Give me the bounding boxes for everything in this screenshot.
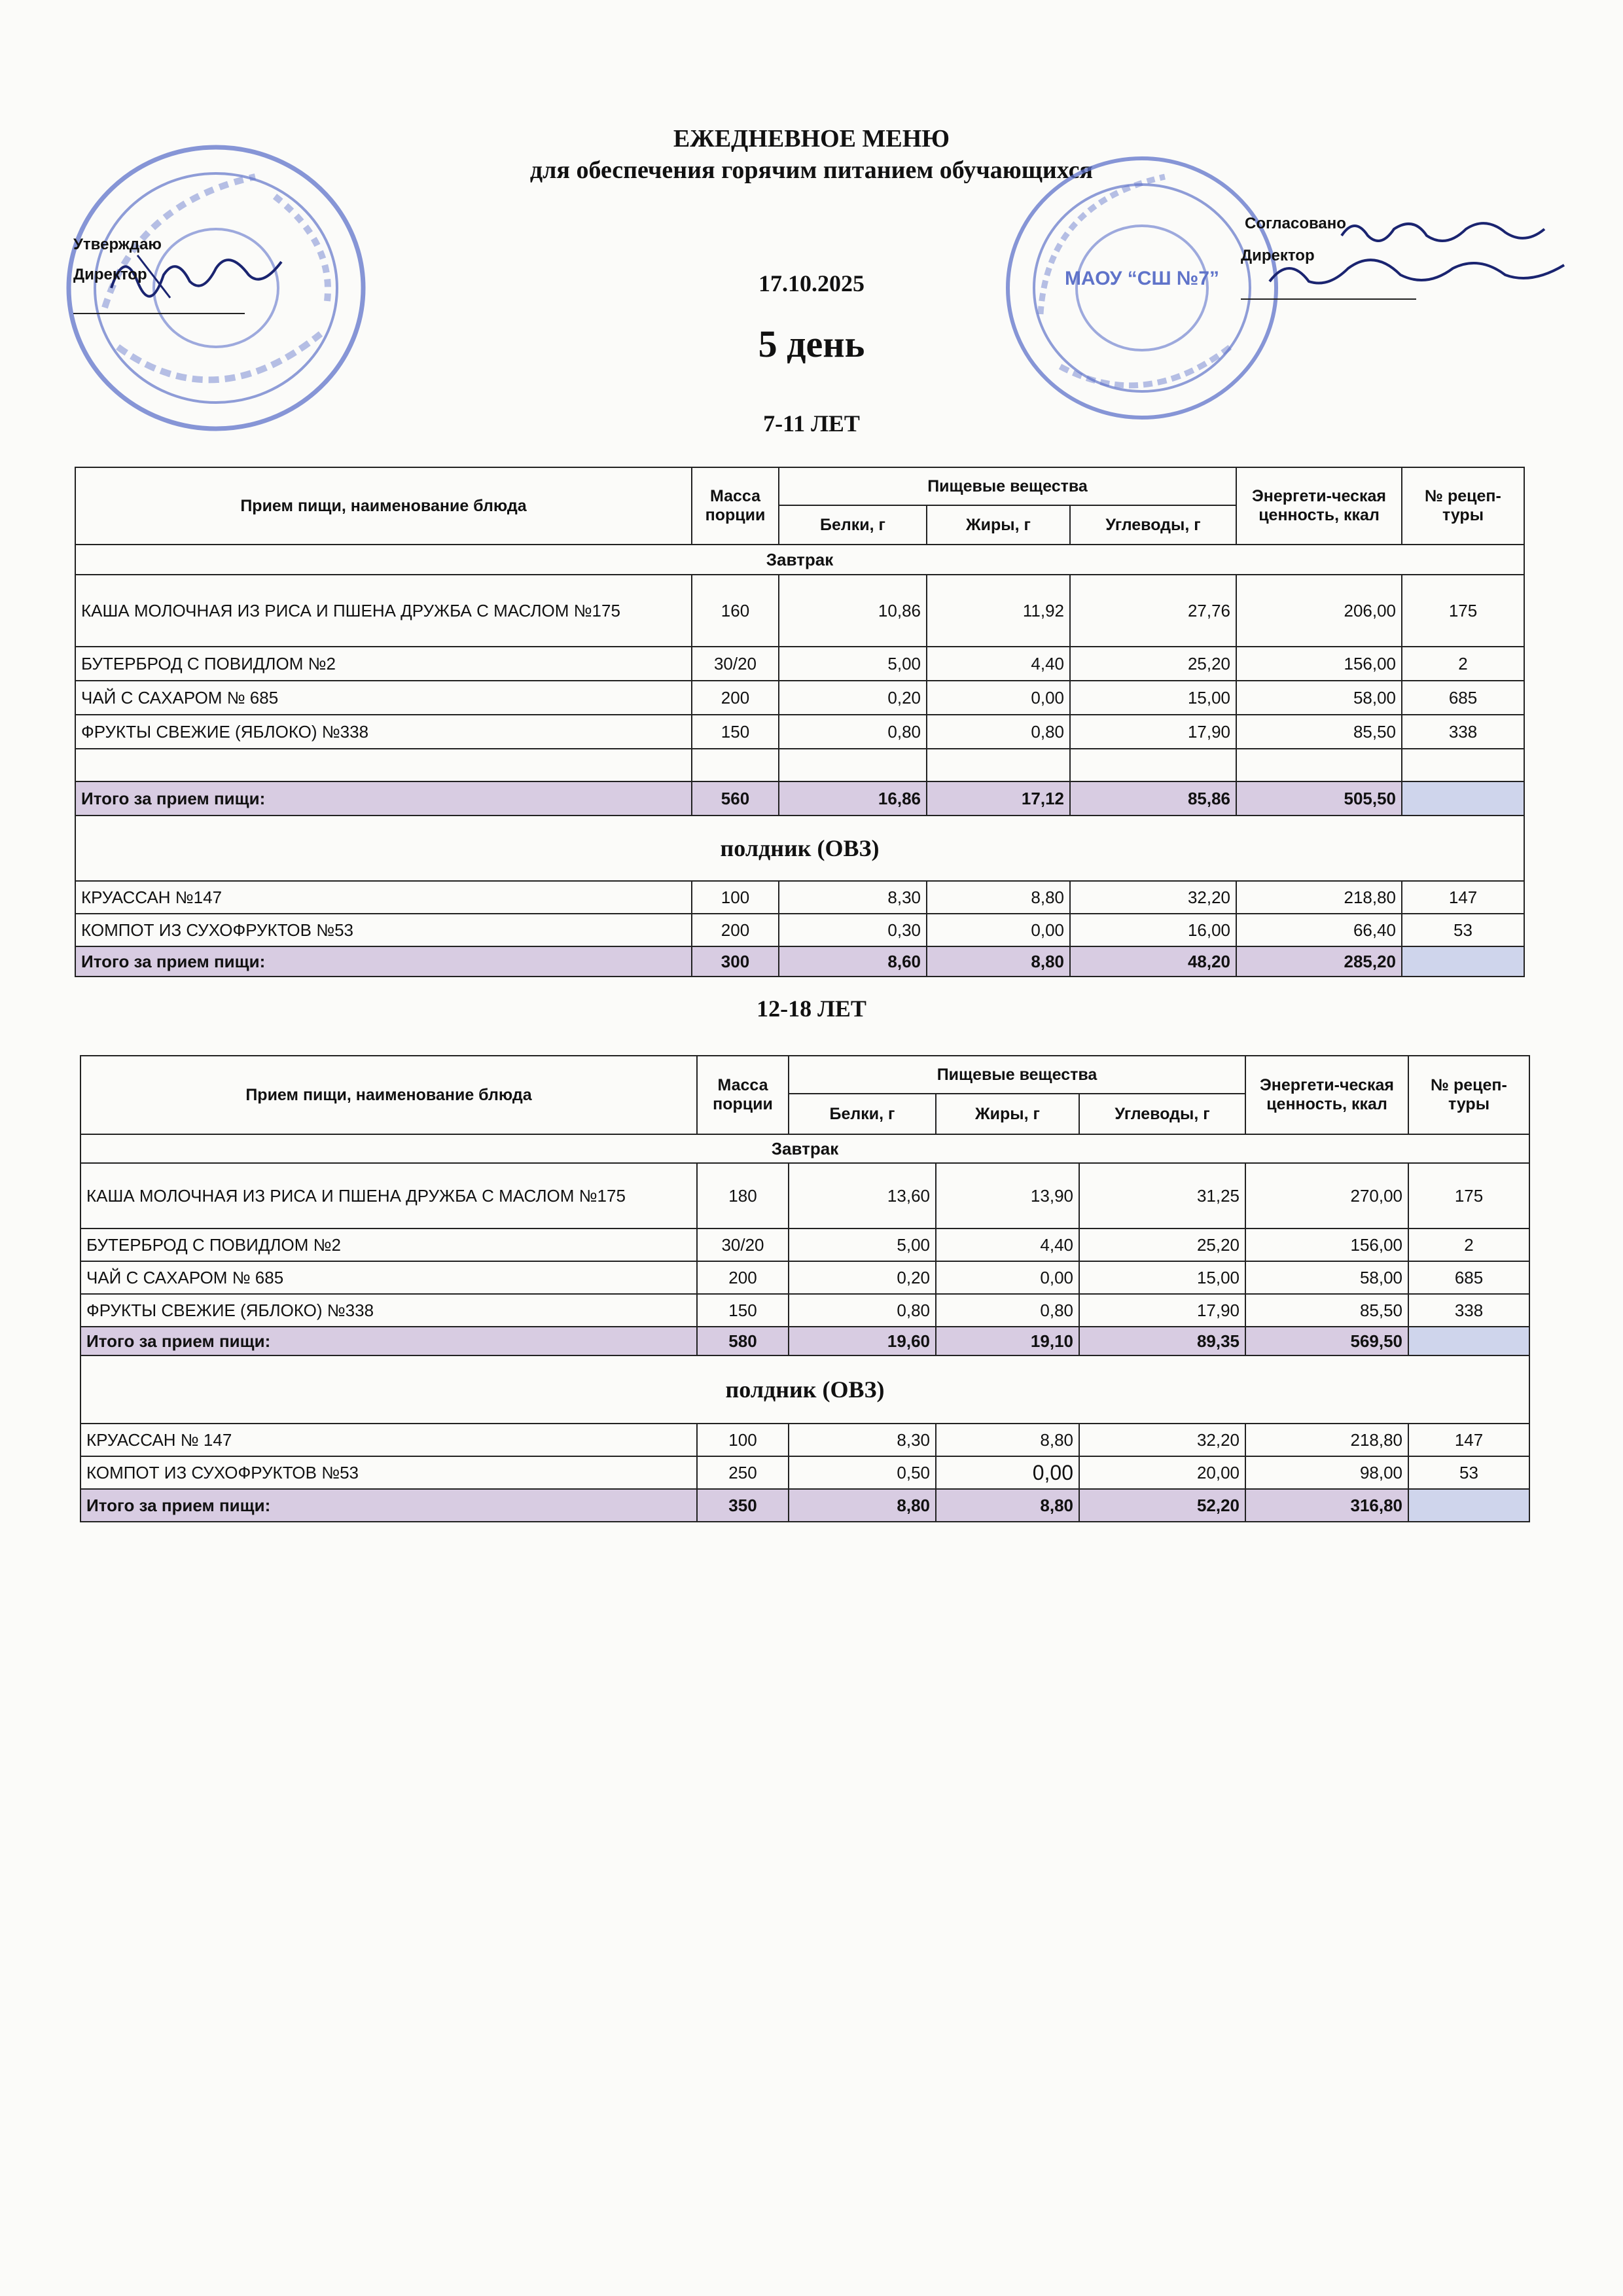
table-row bbox=[80, 1294, 1529, 1327]
menu-table-7-11 bbox=[75, 467, 1525, 977]
total-fat: 19,10 bbox=[936, 1327, 1079, 1355]
dish-carbs: 16,00 bbox=[1070, 914, 1236, 946]
dish-carbs: 25,20 bbox=[1070, 647, 1236, 681]
dish-protein: 0,20 bbox=[779, 681, 927, 715]
table-row bbox=[75, 881, 1524, 914]
dish-energy: 218,80 bbox=[1236, 881, 1402, 914]
dish-recipe: 685 bbox=[1408, 1261, 1529, 1294]
dish-energy: 66,40 bbox=[1236, 914, 1402, 946]
dish-recipe: 53 bbox=[1408, 1456, 1529, 1489]
table-row bbox=[80, 1163, 1529, 1229]
dish-energy: 156,00 bbox=[1236, 647, 1402, 681]
dish-carbs: 17,90 bbox=[1070, 715, 1236, 749]
total-carbs: 52,20 bbox=[1079, 1489, 1245, 1522]
total-protein: 16,86 bbox=[779, 781, 927, 816]
total-protein: 8,80 bbox=[789, 1489, 936, 1522]
col-header-recipe: № рецеп-туры bbox=[1408, 1056, 1529, 1134]
dish-energy: 156,00 bbox=[1245, 1229, 1408, 1261]
dish-name: КАША МОЛОЧНАЯ ИЗ РИСА И ПШЕНА ДРУЖБА С МАСЛОМ №175 bbox=[75, 575, 692, 647]
dish-mass: 180 bbox=[697, 1163, 789, 1229]
document-title: ЕЖЕДНЕВНОЕ МЕНЮ bbox=[673, 125, 950, 152]
dish-energy: 98,00 bbox=[1245, 1456, 1408, 1489]
total-protein: 8,60 bbox=[779, 946, 927, 977]
agree-role: Директор bbox=[1241, 247, 1315, 264]
dish-energy: 58,00 bbox=[1245, 1261, 1408, 1294]
dish-carbs: 15,00 bbox=[1079, 1261, 1245, 1294]
total-label: Итого за прием пищи: bbox=[80, 1327, 697, 1355]
dish-fat: 0,00 bbox=[936, 1261, 1079, 1294]
dish-recipe: 338 bbox=[1402, 715, 1524, 749]
dish-name: КОМПОТ ИЗ СУХОФРУКТОВ №53 bbox=[75, 914, 692, 946]
round-stamp-right-icon bbox=[1001, 151, 1283, 425]
dish-carbs: 31,25 bbox=[1079, 1163, 1245, 1229]
table-header-row bbox=[80, 1056, 1529, 1094]
col-header-carbs: Углеводы, г bbox=[1079, 1094, 1245, 1134]
table-row bbox=[75, 914, 1524, 946]
total-carbs: 85,86 bbox=[1070, 781, 1236, 816]
table-row bbox=[80, 1261, 1529, 1294]
dish-recipe: 685 bbox=[1402, 681, 1524, 715]
col-header-protein: Белки, г bbox=[779, 505, 927, 545]
age-group-title: 7-11 ЛЕТ bbox=[763, 410, 860, 437]
dish-mass: 100 bbox=[692, 881, 779, 914]
dish-recipe: 147 bbox=[1402, 881, 1524, 914]
table-row bbox=[75, 575, 1524, 647]
meal-section-title: Завтрак bbox=[75, 545, 1524, 575]
dish-fat: 4,40 bbox=[927, 647, 1070, 681]
dish-carbs: 32,20 bbox=[1079, 1424, 1245, 1456]
total-row bbox=[75, 781, 1524, 816]
total-fat: 17,12 bbox=[927, 781, 1070, 816]
col-header-carbs: Углеводы, г bbox=[1070, 505, 1236, 545]
dish-name: КАША МОЛОЧНАЯ ИЗ РИСА И ПШЕНА ДРУЖБА С МАСЛОМ №175 bbox=[80, 1163, 697, 1229]
dish-protein: 0,20 bbox=[789, 1261, 936, 1294]
dish-energy: 85,50 bbox=[1245, 1294, 1408, 1327]
dish-protein: 0,30 bbox=[779, 914, 927, 946]
col-header-name: Прием пищи, наименование блюда bbox=[80, 1056, 697, 1134]
menu-date: 17.10.2025 bbox=[758, 270, 865, 296]
dish-name: КРУАССАН №147 bbox=[75, 881, 692, 914]
table-row bbox=[80, 1456, 1529, 1489]
dish-recipe: 53 bbox=[1402, 914, 1524, 946]
dish-protein: 10,86 bbox=[779, 575, 927, 647]
document-subtitle: для обеспечения горячим питанием обучающихся bbox=[529, 156, 1094, 184]
dish-carbs: 27,76 bbox=[1070, 575, 1236, 647]
dish-name: БУТЕРБРОД С ПОВИДЛОМ №2 bbox=[75, 647, 692, 681]
meal-section-title: Завтрак bbox=[80, 1134, 1529, 1163]
dish-protein: 5,00 bbox=[789, 1229, 936, 1261]
meal-section-title: полдник (ОВЗ) bbox=[75, 816, 1524, 881]
dish-protein: 13,60 bbox=[789, 1163, 936, 1229]
dish-recipe: 175 bbox=[1408, 1163, 1529, 1229]
dish-mass: 200 bbox=[692, 681, 779, 715]
total-energy: 505,50 bbox=[1236, 781, 1402, 816]
table-row bbox=[75, 647, 1524, 681]
total-row bbox=[75, 946, 1524, 977]
dish-fat: 0,80 bbox=[936, 1294, 1079, 1327]
col-header-mass: Масса порции bbox=[697, 1056, 789, 1134]
dish-protein: 0,80 bbox=[779, 715, 927, 749]
menu-day: 5 день bbox=[758, 323, 865, 365]
dish-energy: 218,80 bbox=[1245, 1424, 1408, 1456]
dish-fat: 4,40 bbox=[936, 1229, 1079, 1261]
dish-mass: 30/20 bbox=[692, 647, 779, 681]
col-header-fat: Жиры, г bbox=[936, 1094, 1079, 1134]
dish-fat: 0,00 bbox=[927, 681, 1070, 715]
meal-section-title: полдник (ОВЗ) bbox=[80, 1355, 1529, 1424]
total-fat: 8,80 bbox=[927, 946, 1070, 977]
col-header-protein: Белки, г bbox=[789, 1094, 936, 1134]
dish-fat: 11,92 bbox=[927, 575, 1070, 647]
dish-protein: 8,30 bbox=[789, 1424, 936, 1456]
dish-carbs: 32,20 bbox=[1070, 881, 1236, 914]
dish-name: БУТЕРБРОД С ПОВИДЛОМ №2 bbox=[80, 1229, 697, 1261]
total-fat: 8,80 bbox=[936, 1489, 1079, 1522]
dish-mass: 160 bbox=[692, 575, 779, 647]
total-protein: 19,60 bbox=[789, 1327, 936, 1355]
stamp-right-text: МАОУ “СШ №7” bbox=[1064, 268, 1220, 289]
col-header-nutrients: Пищевые вещества bbox=[789, 1056, 1245, 1094]
total-mass: 580 bbox=[697, 1327, 789, 1355]
dish-fat: 0,80 bbox=[927, 715, 1070, 749]
dish-name: ФРУКТЫ СВЕЖИЕ (ЯБЛОКО) №338 bbox=[80, 1294, 697, 1327]
dish-name: ЧАЙ С САХАРОМ № 685 bbox=[75, 681, 692, 715]
table-row bbox=[80, 1424, 1529, 1456]
col-header-fat: Жиры, г bbox=[927, 505, 1070, 545]
total-mass: 560 bbox=[692, 781, 779, 816]
dish-name: ЧАЙ С САХАРОМ № 685 bbox=[80, 1261, 697, 1294]
table-row bbox=[75, 715, 1524, 749]
total-row bbox=[80, 1327, 1529, 1355]
dish-energy: 270,00 bbox=[1245, 1163, 1408, 1229]
dish-fat: 0,00 bbox=[936, 1456, 1079, 1489]
dish-protein: 0,50 bbox=[789, 1456, 936, 1489]
dish-energy: 58,00 bbox=[1236, 681, 1402, 715]
total-label: Итого за прием пищи: bbox=[75, 946, 692, 977]
dish-name: ФРУКТЫ СВЕЖИЕ (ЯБЛОКО) №338 bbox=[75, 715, 692, 749]
table-row bbox=[75, 681, 1524, 715]
dish-mass: 150 bbox=[697, 1294, 789, 1327]
dish-protein: 5,00 bbox=[779, 647, 927, 681]
col-header-recipe: № рецеп-туры bbox=[1402, 467, 1524, 545]
total-carbs: 89,35 bbox=[1079, 1327, 1245, 1355]
dish-carbs: 15,00 bbox=[1070, 681, 1236, 715]
dish-recipe: 2 bbox=[1402, 647, 1524, 681]
col-header-nutrients: Пищевые вещества bbox=[779, 467, 1236, 505]
col-header-name: Прием пищи, наименование блюда bbox=[75, 467, 692, 545]
approve-signature-line bbox=[73, 313, 245, 314]
age-group-title: 12-18 ЛЕТ bbox=[757, 996, 866, 1022]
total-mass: 300 bbox=[692, 946, 779, 977]
dish-recipe: 338 bbox=[1408, 1294, 1529, 1327]
dish-recipe: 175 bbox=[1402, 575, 1524, 647]
dish-mass: 250 bbox=[697, 1456, 789, 1489]
dish-recipe: 2 bbox=[1408, 1229, 1529, 1261]
dish-mass: 200 bbox=[697, 1261, 789, 1294]
menu-table-12-18 bbox=[80, 1055, 1530, 1522]
dish-energy: 85,50 bbox=[1236, 715, 1402, 749]
total-energy: 569,50 bbox=[1245, 1327, 1408, 1355]
dish-carbs: 20,00 bbox=[1079, 1456, 1245, 1489]
table-row bbox=[80, 1229, 1529, 1261]
handwritten-approval-icon bbox=[1257, 209, 1597, 301]
total-row bbox=[80, 1489, 1529, 1522]
total-energy: 285,20 bbox=[1236, 946, 1402, 977]
dish-energy: 206,00 bbox=[1236, 575, 1402, 647]
empty-row bbox=[75, 749, 1524, 781]
total-carbs: 48,20 bbox=[1070, 946, 1236, 977]
dish-mass: 200 bbox=[692, 914, 779, 946]
col-header-energy: Энергети-ческая ценность, ккал bbox=[1245, 1056, 1408, 1134]
dish-protein: 8,30 bbox=[779, 881, 927, 914]
col-header-energy: Энергети-ческая ценность, ккал bbox=[1236, 467, 1402, 545]
dish-mass: 30/20 bbox=[697, 1229, 789, 1261]
dish-carbs: 25,20 bbox=[1079, 1229, 1245, 1261]
dish-name: КРУАССАН № 147 bbox=[80, 1424, 697, 1456]
dish-fat: 0,00 bbox=[927, 914, 1070, 946]
total-energy: 316,80 bbox=[1245, 1489, 1408, 1522]
dish-mass: 150 bbox=[692, 715, 779, 749]
approve-label: Утверждаю bbox=[73, 236, 162, 253]
col-header-mass: Масса порции bbox=[692, 467, 779, 545]
table-header-row bbox=[75, 467, 1524, 505]
dish-carbs: 17,90 bbox=[1079, 1294, 1245, 1327]
agree-label: Согласовано bbox=[1245, 215, 1346, 232]
dish-fat: 13,90 bbox=[936, 1163, 1079, 1229]
dish-recipe: 147 bbox=[1408, 1424, 1529, 1456]
dish-fat: 8,80 bbox=[927, 881, 1070, 914]
dish-fat: 8,80 bbox=[936, 1424, 1079, 1456]
dish-name: КОМПОТ ИЗ СУХОФРУКТОВ №53 bbox=[80, 1456, 697, 1489]
approve-role: Директор bbox=[73, 266, 147, 283]
total-label: Итого за прием пищи: bbox=[75, 781, 692, 816]
total-mass: 350 bbox=[697, 1489, 789, 1522]
dish-protein: 0,80 bbox=[789, 1294, 936, 1327]
total-label: Итого за прием пищи: bbox=[80, 1489, 697, 1522]
dish-mass: 100 bbox=[697, 1424, 789, 1456]
